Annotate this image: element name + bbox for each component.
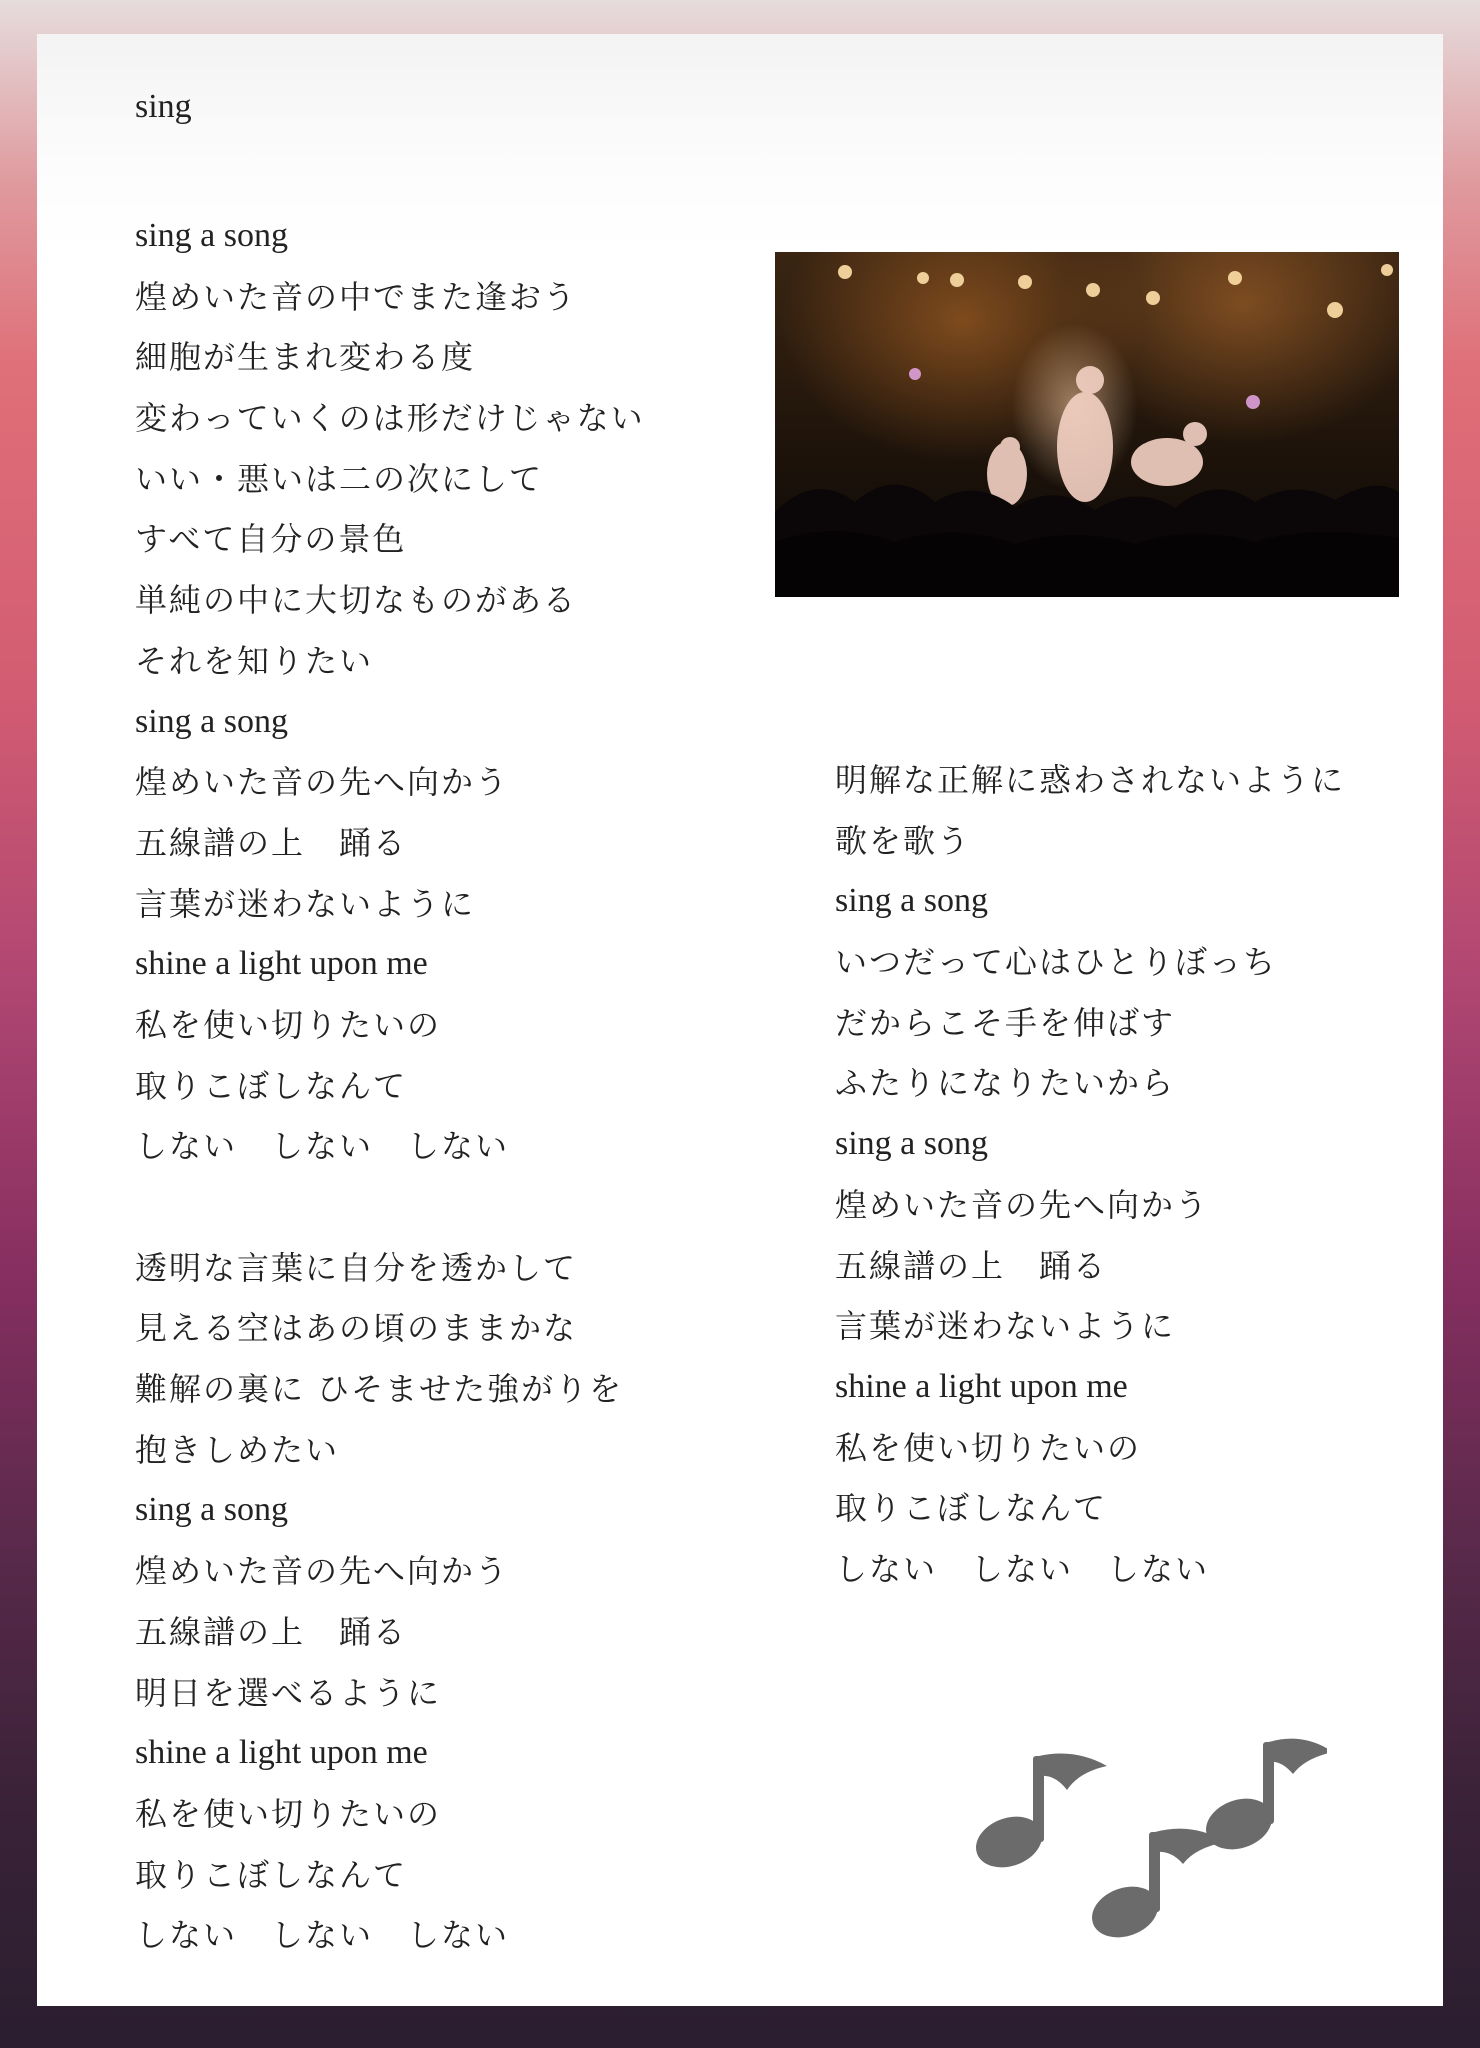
lyric-line: sing a song [835,1125,988,1163]
lyric-line: ふたりになりたいから [835,1064,1176,1103]
lyric-line: 単純の中に大切なものがある [135,581,578,620]
lyric-line: 私を使い切りたいの [135,1794,442,1833]
lyric-line: 私を使い切りたいの [835,1428,1142,1467]
lyric-line: 明日を選べるように [135,1673,442,1712]
lyric-line: だからこそ手を伸ばす [835,1003,1176,1042]
lyric-line: 煌めいた音の中でまた逢おう [135,277,578,316]
lyric-line: sing a song [835,882,988,920]
lyric-line: shine a light upon me [135,1734,428,1772]
lyric-line: 煌めいた音の先へ向かう [135,763,510,802]
lyric-line: いつだって心はひとりぼっち [835,943,1278,982]
lyric-line: 難解の裏に ひそませた強がりを [135,1370,624,1409]
lyric-line: sing a song [135,217,288,254]
lyric-line: shine a light upon me [835,1367,1128,1405]
lyric-line: 細胞が生まれ変わる度 [135,338,476,377]
lyric-line: 五線譜の上 踊る [135,823,408,862]
lyrics-column-right [835,750,1345,1600]
eighth-note-icon [1199,1739,1327,1859]
lyric-line: 煌めいた音の先へ向かう [835,1185,1210,1224]
lyric-line: しない しない しない [835,1549,1210,1588]
lyric-line: shine a light upon me [135,945,428,983]
lyric-line: 五線譜の上 踊る [835,1246,1108,1285]
lyric-line: それを知りたい [135,641,374,680]
lyric-line: 変わっていくのは形だけじゃない [135,399,645,438]
page-title: sing [135,88,192,125]
lyric-line: しない しない しない [135,1127,510,1166]
lyric-line: 取りこぼしなんて [135,1066,408,1105]
lyric-line: 煌めいた音の先へ向かう [135,1552,510,1591]
lyric-line: 五線譜の上 踊る [135,1612,408,1651]
lyric-line: すべて自分の景色 [135,520,407,559]
lyric-line: 明解な正解に惑わされないように [835,761,1346,799]
lyrics-column-left [135,206,645,1966]
eighth-note-icon [969,1754,1107,1877]
lyric-line: 見える空はあの頃のままかな [135,1309,578,1348]
lyric-line: 言葉が迷わないように [835,1307,1176,1346]
lyric-line: 私を使い切りたいの [135,1005,442,1044]
lyric-line: 歌を歌う [835,821,972,860]
stage-scene-graphic [775,252,1399,597]
lyric-line: しない しない しない [135,1916,510,1955]
concert-stage-photo [775,252,1399,597]
lyrics-sheet [37,34,1443,2006]
lyric-line: 取りこぼしなんて [135,1855,408,1894]
music-notes-graphic [967,1714,1327,1944]
lyric-line: sing a song [135,702,288,740]
lyric-line: 透明な言葉に自分を透かして [135,1248,578,1287]
lyric-line: 抱きしめたい [135,1430,340,1469]
lyric-line: 言葉が迷わないように [135,884,476,923]
eighth-note-icon [1085,1829,1225,1944]
lyric-line: sing a song [135,1491,288,1529]
lyric-line: いい・悪いは二の次にして [135,459,544,498]
stanza-gap [135,1177,645,1238]
lyric-line: 取りこぼしなんて [835,1489,1108,1528]
